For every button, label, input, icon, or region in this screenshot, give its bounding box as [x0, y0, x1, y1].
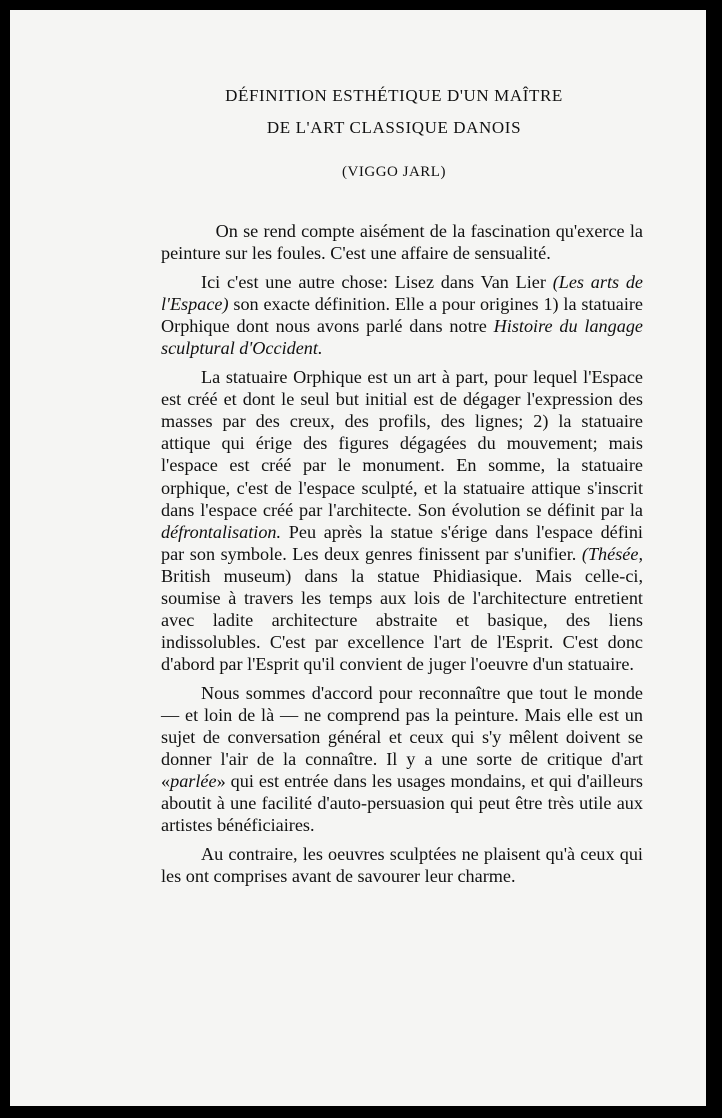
author-subtitle: (VIGGO JARL): [342, 164, 446, 180]
paragraph-4: [161, 682, 643, 836]
paragraph-5-text: Au contraire, les oeuvres sculptées ne plaisent qu'à ceux qui les ont comprises avant de savourer leur charme.: [161, 844, 643, 887]
paragraph-3: [161, 366, 643, 675]
paragraph-5: [161, 843, 643, 887]
title-line-1: DÉFINITION ESTHÉTIQUE D'UN MAÎTRE: [225, 86, 563, 105]
paragraph-3-italic-b: (Thésée,: [581, 543, 643, 564]
paragraph-2: [161, 271, 643, 359]
paragraph-1: [161, 220, 643, 264]
paragraph-3-text-a: La statuaire Orphique est un art à part, pour lequel l'Espace est créé et dont le seul but initial est de dégager l'expression des masses par des creux, des profils, des lignes; 2) la statuaire attique qui érige des figures dégagées du mouvement; mais l'espace est créé par le monument. En somme, la statuaire orphique, c'est de l'espace sculpté, et la statuaire attique s'inscrit dans l'espace créé par l'architecte. Son évolution se définit par la: [161, 367, 643, 520]
article-body: [161, 220, 643, 894]
paragraph-3-text-c: British museum) dans la statue Phidiasique. Mais celle-ci, soumise à travers les temps aux lois de l'architecture entretient avec ladite architecture abstraite et basique, des liens indissolubles. C'est par excellence l'art de l'Esprit. C'est donc d'abord par l'Esprit qu'il convient de juger l'oeuvre d'un statuaire.: [161, 565, 643, 674]
paragraph-4-text-b: » qui est entrée dans les usages mondains, et qui d'ailleurs aboutit à une facilité d'auto-persuasion qui peut être très utile aux artistes bénéficiaires.: [161, 771, 643, 836]
paragraph-2-text-b: son exacte définition. Elle a pour origines 1) la statuaire Orphique dont nous avons parlé dans notre: [161, 294, 643, 337]
title-line-2: DE L'ART CLASSIQUE DANOIS: [266, 118, 522, 137]
paragraph-2-italic-b: Histoire du langage sculptural d'Occident.: [161, 316, 643, 359]
paragraph-1-text: On se rend compte aisément de la fascination qu'exerce la peinture sur les foules. C'est une affaire de sensualité.: [161, 221, 643, 264]
paragraph-2-text-a: Ici c'est une autre chose: Lisez dans Van Lier: [201, 272, 553, 293]
paragraph-4-italic-a: parlée: [170, 771, 217, 792]
paragraph-2-italic-a: (Les arts de l'Espace): [161, 272, 644, 315]
paragraph-3-text-b: Peu après la statue s'érige dans l'espace défini par son symbole. Les deux genres finissent par s'unifier.: [161, 521, 643, 564]
document-page: [10, 10, 706, 1106]
paragraph-4-text-a: Nous sommes d'accord pour reconnaître que tout le monde — et loin de là — ne comprend pas la peinture. Mais elle est un sujet de conversation général et ceux qui s'y mêlent doivent se donner l'air de la connaître. Il y a une sorte de critique d'art «: [161, 682, 643, 792]
paragraph-3-italic-a: défrontalisation.: [161, 521, 282, 542]
